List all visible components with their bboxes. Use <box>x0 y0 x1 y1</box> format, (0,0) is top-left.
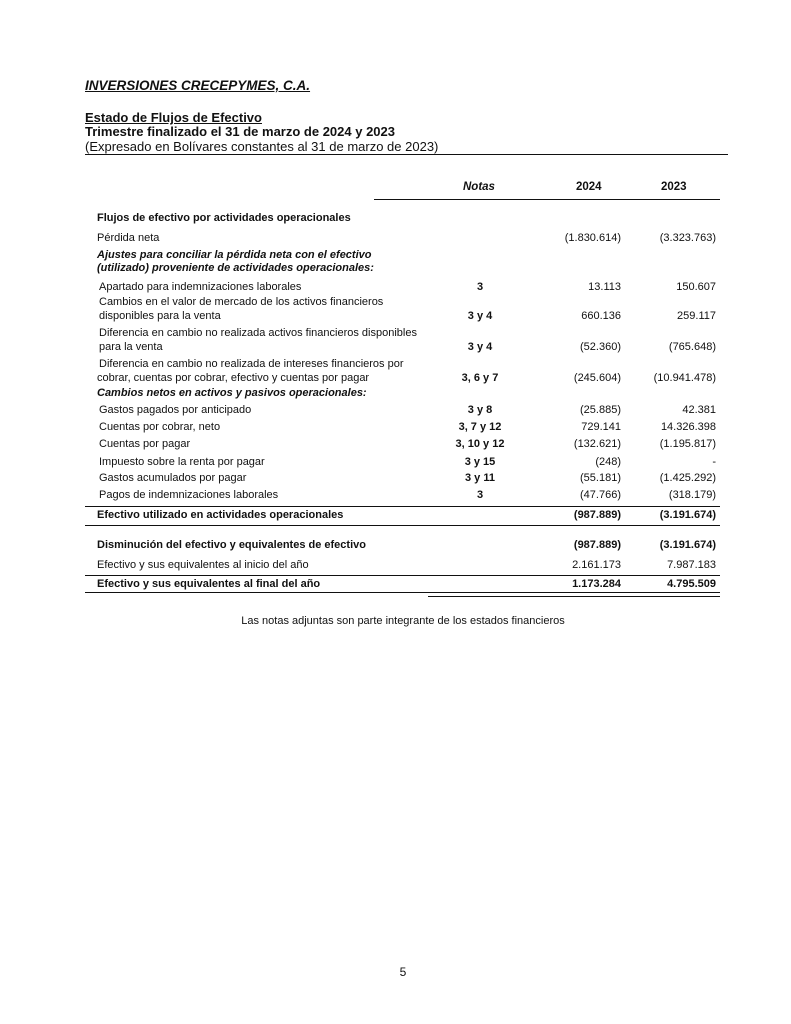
value-2024: (52.360) <box>580 341 621 353</box>
period-heading: Trimestre finalizado el 31 de marzo de 2024 y 2023 <box>85 124 395 139</box>
value-2023: (1.195.817) <box>659 438 716 450</box>
row-note: 3, 7 y 12 <box>458 421 502 433</box>
row-note: 3 y 4 <box>467 310 493 322</box>
value-2023: - <box>712 456 716 468</box>
value-2023: 14.326.398 <box>660 421 716 433</box>
statement-title: Estado de Flujos de Efectivo <box>85 110 262 125</box>
subtotal-rule-bottom <box>85 525 720 526</box>
row-label: Diferencia en cambio no realizada activos financieros disponibles <box>99 327 417 339</box>
header-rule <box>85 154 728 155</box>
column-header-notes: Notas <box>463 181 495 193</box>
value-2023: (3.323.763) <box>659 232 716 244</box>
subtotal-rule-top <box>85 506 720 507</box>
row-note: 3 y 15 <box>464 456 496 468</box>
row-note: 3 <box>476 489 484 501</box>
row-label: Diferencia en cambio no realizada de intereses financieros por <box>99 358 404 370</box>
value-2024: (1.830.614) <box>564 232 621 244</box>
value-2023: (318.179) <box>668 489 716 501</box>
row-label: Pagos de indemnizaciones laborales <box>99 489 279 501</box>
value-2024: 1.173.284 <box>572 578 621 590</box>
row-label: Cuentas por cobrar, neto <box>99 421 221 433</box>
row-label: Efectivo y sus equivalentes al final del año <box>97 578 321 590</box>
value-2023: (1.425.292) <box>659 472 716 484</box>
row-label: Flujos de efectivo por actividades operacionales <box>97 212 351 224</box>
row-note: 3, 6 y 7 <box>461 372 499 384</box>
value-2024: (245.604) <box>573 372 621 384</box>
column-header-rule <box>374 199 720 200</box>
row-label: Apartado para indemnizaciones laborales <box>99 281 302 293</box>
footer-note: Las notas adjuntas son parte integrante de los estados financieros <box>241 615 565 627</box>
value-2024: (47.766) <box>580 489 621 501</box>
row-label: Cambios netos en activos y pasivos operacionales: <box>97 387 367 399</box>
value-2023: (10.941.478) <box>653 372 716 384</box>
value-2024: (132.621) <box>573 438 621 450</box>
final-total-rule-bottom <box>85 592 720 593</box>
row-label: Gastos pagados por anticipado <box>99 404 252 416</box>
currency-note: (Expresado en Bolívares constantes al 31 de marzo de 2023) <box>85 139 439 154</box>
value-2024: (987.889) <box>573 509 621 521</box>
value-2024: 2.161.173 <box>572 559 621 571</box>
row-label: Disminución del efectivo y equivalentes de efectivo <box>97 539 366 551</box>
value-2023: 150.607 <box>676 281 716 293</box>
row-note: 3, 10 y 12 <box>455 438 505 450</box>
column-header-2023: 2023 <box>661 181 687 193</box>
column-header-2024: 2024 <box>576 181 602 193</box>
row-label-line2: cobrar, cuentas por cobrar, efectivo y cuentas por pagar <box>97 372 370 384</box>
row-note: 3 <box>476 281 484 293</box>
value-2024: (55.181) <box>580 472 621 484</box>
row-label: Efectivo utilizado en actividades operacionales <box>97 509 344 521</box>
row-note: 3 y 4 <box>467 341 493 353</box>
value-2023: 259.117 <box>677 310 716 322</box>
page-number: 5 <box>399 965 407 979</box>
value-2024: 13.113 <box>588 281 621 293</box>
final-total-double-rule <box>428 596 720 597</box>
row-label: (utilizado) proveniente de actividades operacionales: <box>97 262 374 274</box>
row-label: Cambios en el valor de mercado de los activos financieros <box>99 296 384 308</box>
row-label: Efectivo y sus equivalentes al inicio del año <box>97 559 309 571</box>
row-label: Ajustes para conciliar la pérdida neta con el efectivo <box>97 249 372 261</box>
row-label-line2: para la venta <box>99 341 163 353</box>
row-label-line2: disponibles para la venta <box>99 310 221 322</box>
value-2023: 4.795.509 <box>667 578 716 590</box>
value-2024: (987.889) <box>573 539 621 551</box>
value-2024: 729.141 <box>581 421 621 433</box>
value-2023: (765.648) <box>668 341 716 353</box>
value-2023: 42.381 <box>682 404 716 416</box>
value-2023: (3.191.674) <box>659 509 716 521</box>
row-label: Pérdida neta <box>97 232 160 244</box>
value-2024: (25.885) <box>580 404 621 416</box>
company-name: INVERSIONES CRECEPYMES, C.A. <box>85 78 311 93</box>
row-note: 3 y 8 <box>467 404 493 416</box>
row-label: Cuentas por pagar <box>99 438 191 450</box>
row-label: Gastos acumulados por pagar <box>99 472 247 484</box>
value-2024: (248) <box>595 456 621 468</box>
row-note: 3 y 11 <box>465 472 495 484</box>
value-2024: 660.136 <box>581 310 621 322</box>
row-label: Impuesto sobre la renta por pagar <box>99 456 265 468</box>
final-total-rule-top <box>85 575 720 576</box>
value-2023: (3.191.674) <box>659 539 716 551</box>
value-2023: 7.987.183 <box>667 559 716 571</box>
